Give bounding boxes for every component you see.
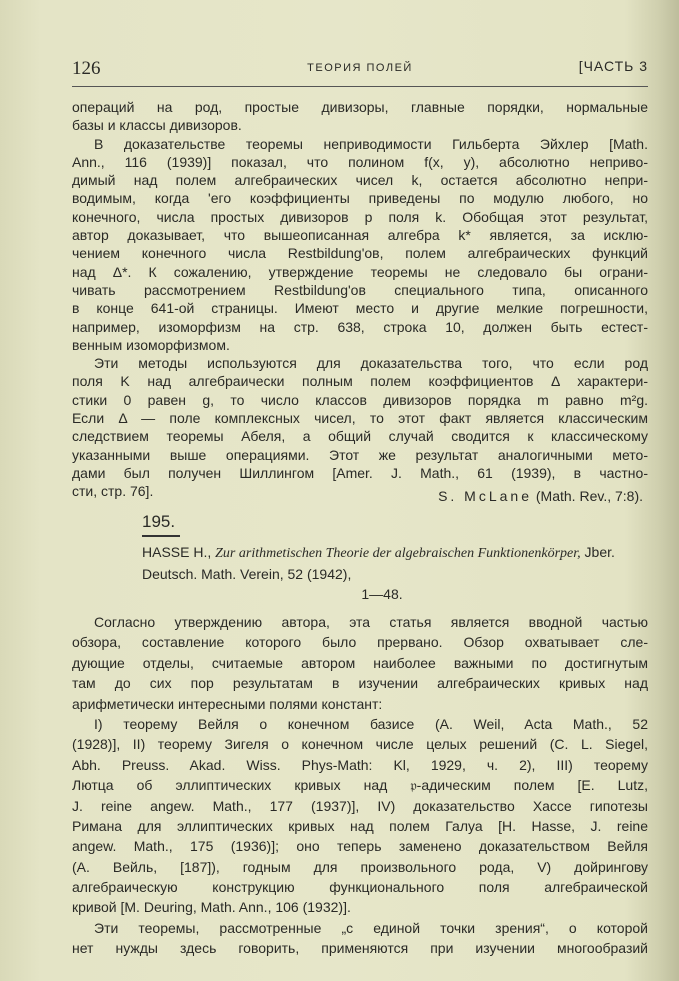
text-line: I) теорему Вейля о конечном базисе (A. Weil, Acta Math., 52 <box>94 715 648 732</box>
text-line: базы и классы дивизоров. <box>72 117 242 134</box>
page-number: 126 <box>72 58 101 79</box>
text-line: водимым, когда 'его коэффициенты приведены по модулю любого, но <box>72 190 648 207</box>
text-line: следствием теоремы Абеля, а общий случай сводится к классическому <box>72 428 648 445</box>
text-line: Эти теоремы, рассмотренные „с единой точки зрения“, о которой <box>94 919 648 936</box>
text-line: операций на род, простые дивизоры, главные порядки, нормальные <box>72 99 648 115</box>
review-text-block <box>72 98 648 501</box>
review-signature <box>438 488 643 504</box>
text-line: Если Δ — поле комплексных чисел, то этот факт является классическим <box>72 410 648 427</box>
review-source: (Math. Rev., 7:8). <box>535 488 643 504</box>
text-line: в конце 641-ой страницы. Имеют место и другие мелкие погрешности, <box>72 300 648 317</box>
text-line: J. reine angew. Math., 177 (1937)], IV) доказательство Хассе гипотезы <box>72 797 648 814</box>
text-line: (A. Вейль, [187]), годным для произвольного рода, V) дойрингову <box>72 858 648 875</box>
header-rule <box>72 86 648 87</box>
part-label: [ЧАСТЬ 3 <box>578 58 648 74</box>
text-line: Согласно утверждению автора, эта статья является вводной частью <box>94 614 648 630</box>
running-title: ТЕОРИЯ ПОЛЕЙ <box>307 62 413 74</box>
text-line: кривой [M. Deuring, Math. Ann., 106 (1932)]. <box>72 899 351 916</box>
text-line: чивать рассмотрением Restbildung'ов специального типа, описанного <box>72 281 648 298</box>
text-line: angew. Math., 175 (1936)]; оно теперь заменено доказательством Вейля <box>72 838 648 855</box>
text-line: поля K над алгебраически полным полем коэффициентов Δ характери- <box>72 373 648 390</box>
text-line: например, изоморфизм на стр. 638, строка 10, должен быть естест- <box>72 318 648 335</box>
text-line: Эти методы используются для доказательства того, что если род <box>94 355 648 372</box>
text-line: Ann., 116 (1939)] показал, что полином f(x, y), абсолютно неприво- <box>72 153 648 170</box>
text-line: дами был получен Шиллингом [Amer. J. Math., 61 (1939), в частно- <box>72 464 648 481</box>
ref-journal: Jber. Deutsch. Math. Verein, 52 (1942), <box>142 544 615 582</box>
text-line: сти, стр. 76]. <box>72 483 154 500</box>
text-line: Abh. Preuss. Akad. Wiss. Phys-Math: Kl, 1929, ч. 2), III) теорему <box>72 756 648 773</box>
text-line: автор доказывает, что вышеописанная алгебра k* является, за исклю- <box>72 227 648 244</box>
text-line: конечного, числа простых дивизоров p поля k. Обобщая этот результат, <box>72 208 648 225</box>
text-line: венным изоморфизмом. <box>72 336 230 353</box>
page-header <box>72 58 648 80</box>
text-line: стики 0 равен g, то число классов дивизоров порядка m равно m²g. <box>72 391 648 408</box>
text-line: димый над полем алгебраических чисел k, остается абсолютно непри- <box>72 172 648 189</box>
ref-title: Zur arithmetischen Theorie der algebraischen Funktionenkörper, <box>215 546 581 561</box>
ref-author: HASSE H., <box>142 544 212 560</box>
text-line: Римана для эллиптических кривых над полем Галуа [H. Hasse, J. reine <box>72 817 648 834</box>
text-line: чением конечного числа Restbildung'ов, полем алгебраических функций <box>72 245 648 262</box>
text-line: там до сих пор результатам в изучении алгебраических кривых над <box>72 675 648 692</box>
text-line: арифметически интересными полями констант: <box>72 695 383 712</box>
text-line: обзора, составление которого было прервано. Обзор охватывает сле- <box>72 634 648 651</box>
text-line: дующие отделы, считаемые автором наиболее важными по достигнутым <box>72 654 648 671</box>
text-line: (1928)], II) теорему Зигеля о конечном числе целых решений (C. L. Siegel, <box>72 736 648 753</box>
text-line: Лютца об эллиптических кривых над 𝔭-адическим полем [E. Lutz, <box>72 777 648 794</box>
text-line: В доказательстве теоремы неприводимости Гильберта Эйхлер [Math. <box>94 135 648 152</box>
ref-pages: 1—48. <box>361 586 403 602</box>
text-line: указанными выше операциями. Этот же результат аналогичными мето- <box>72 446 648 463</box>
text-line: над Δ*. К сожалению, утверждение теоремы не следовало бы ограни- <box>72 263 648 280</box>
reviewer-name: S. McLane <box>438 488 532 504</box>
bibliographic-reference <box>142 542 622 604</box>
text-line: нет нужды здесь говорить, применяются при изучении многообразий <box>72 940 648 957</box>
entry-number: 195. <box>142 512 180 537</box>
text-line: алгебраическую конструкцию функционального поля алгебраической <box>72 879 648 896</box>
abstract-text-block <box>72 612 648 959</box>
